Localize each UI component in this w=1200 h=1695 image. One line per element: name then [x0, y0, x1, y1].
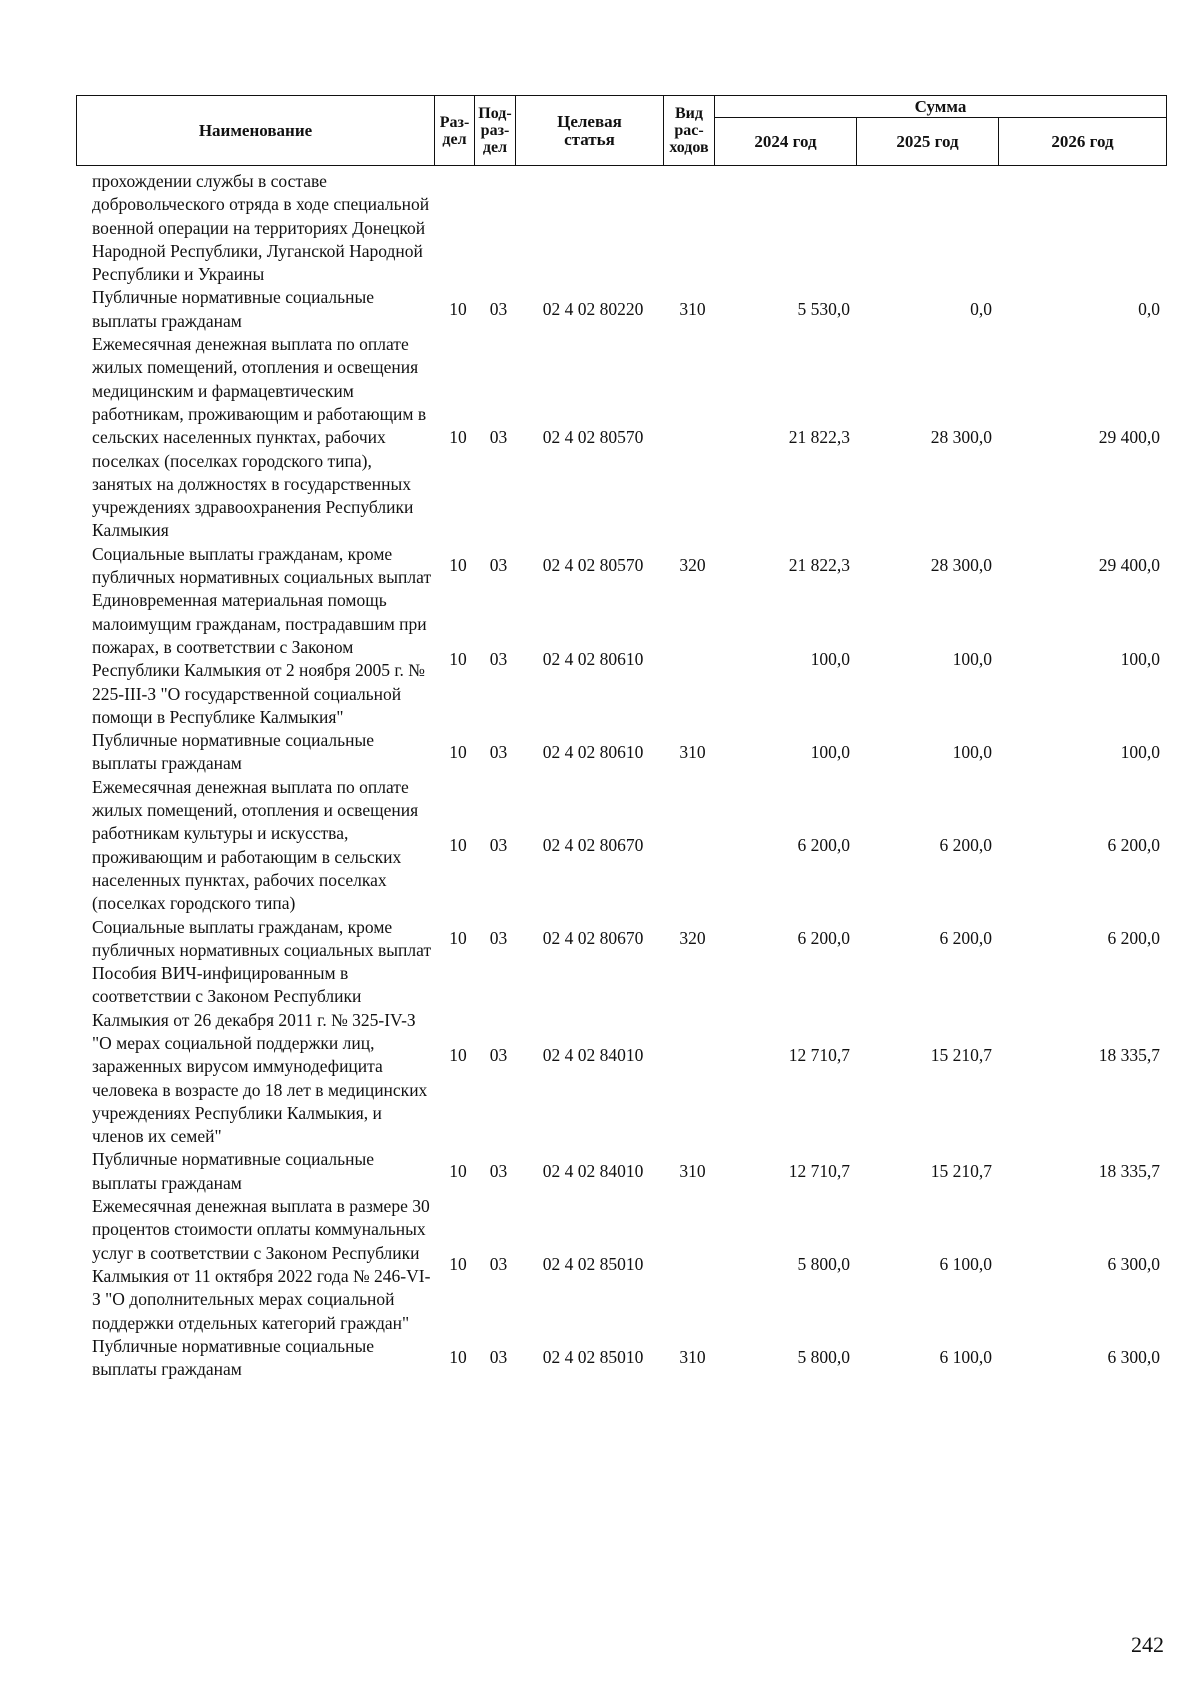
row-statya: 02 4 02 85010	[542, 1347, 644, 1368]
row-sum-2024: 5 800,0	[797, 1254, 850, 1275]
row-vid	[667, 776, 718, 916]
row-sum-2025: 28 300,0	[930, 427, 992, 448]
row-podrazdel	[478, 170, 519, 286]
row-statya: 02 4 02 80610	[542, 648, 644, 669]
row-razdel: 10	[449, 834, 467, 855]
row-razdel	[438, 170, 478, 286]
table-row	[80, 170, 1170, 286]
row-statya: 02 4 02 80570	[542, 555, 644, 576]
row-podrazdel: 03	[489, 427, 508, 448]
row-razdel: 10	[449, 648, 467, 669]
row-sum-2024: 100,0	[810, 741, 850, 762]
row-vid: 310	[679, 1347, 706, 1368]
row-sum-2026: 6 300,0	[1107, 1347, 1160, 1368]
header-statya: Целевая статья	[516, 96, 664, 166]
table-row	[80, 962, 1170, 1148]
row-vid: 310	[679, 1161, 706, 1182]
row-sum-2025: 15 210,7	[930, 1044, 992, 1065]
row-razdel: 10	[449, 741, 467, 762]
row-sum-2026: 29 400,0	[1098, 427, 1160, 448]
row-sum-2024: 5 800,0	[797, 1347, 850, 1368]
table-row	[80, 286, 1170, 333]
header-year-2026: 2026 год	[999, 118, 1167, 166]
row-name: Пособия ВИЧ-инфицированным в соответствии с Законом Республики Калмыкия от 26 декабря 2011 г. № 325-IV-З "О мерах социальной поддержки лиц, зараженных вирусом иммунодефицита человека в возрасте до 18 лет в медицинских учреждениях Республики Калмыкия, и членов их семей"	[92, 963, 428, 1147]
row-podrazdel: 03	[489, 299, 508, 320]
row-sum-2024	[718, 170, 860, 286]
table-row	[80, 589, 1170, 729]
row-statya: 02 4 02 84010	[542, 1044, 644, 1065]
row-podrazdel: 03	[489, 648, 508, 669]
row-sum-2024: 6 200,0	[797, 834, 850, 855]
row-razdel: 10	[449, 555, 467, 576]
row-statya: 02 4 02 80670	[542, 834, 644, 855]
row-razdel: 10	[449, 1347, 467, 1368]
header-year-2025: 2025 год	[857, 118, 999, 166]
row-vid: 320	[679, 555, 706, 576]
header-vid: Вид рас- ходов	[664, 96, 715, 166]
row-vid: 310	[679, 741, 706, 762]
row-vid	[667, 333, 718, 543]
row-vid	[667, 170, 718, 286]
row-sum-2026: 100,0	[1120, 741, 1160, 762]
row-name: Публичные нормативные социальные выплаты гражданам	[92, 287, 374, 331]
table-row	[80, 1335, 1170, 1382]
row-sum-2025: 100,0	[952, 648, 992, 669]
table-row	[80, 729, 1170, 776]
row-name: Социальные выплаты гражданам, кроме публичных нормативных социальных выплат	[92, 543, 432, 588]
row-name: Ежемесячная денежная выплата в размере 30 процентов стоимости оплаты коммунальных услуг в соответствии с Законом Республики Калмыкия от 11 октября 2022 года № 246-VI-З "О дополнительных мерах социальной поддержки отдельных категорий граждан"	[92, 1196, 431, 1333]
row-razdel: 10	[449, 1161, 467, 1182]
row-name: Ежемесячная денежная выплата по оплате жилых помещений, отопления и освещения работникам культуры и искусства, проживающим и работающим в сельских населенных пунктах, рабочих поселках (поселках городского типа)	[92, 776, 419, 914]
row-statya: 02 4 02 85010	[542, 1254, 644, 1275]
row-vid: 320	[679, 928, 706, 949]
row-podrazdel: 03	[489, 555, 508, 576]
row-sum-2026: 100,0	[1120, 648, 1160, 669]
row-sum-2025: 15 210,7	[930, 1161, 992, 1182]
row-sum-2025: 28 300,0	[930, 555, 992, 576]
header-name: Наименование	[77, 96, 435, 166]
row-statya: 02 4 02 80570	[542, 427, 644, 448]
row-sum-2024: 100,0	[810, 648, 850, 669]
row-vid	[667, 589, 718, 729]
header-razdel: Раз- дел	[435, 96, 475, 166]
row-podrazdel: 03	[489, 928, 508, 949]
row-name: Единовременная материальная помощь малоимущим гражданам, пострадавшим при пожарах, в соответствии с Законом Республики Калмыкия от 2 ноября 2005 г. № 225-III-З "О государственной социальной помощи в Республике Калмыкия"	[92, 590, 427, 727]
table-row	[80, 776, 1170, 916]
row-name: Публичные нормативные социальные выплаты гражданам	[92, 1149, 374, 1193]
header-summa: Сумма	[715, 96, 1167, 118]
row-sum-2024: 21 822,3	[788, 555, 850, 576]
header-year-2024: 2024 год	[715, 118, 857, 166]
row-podrazdel: 03	[489, 1161, 508, 1182]
row-name: прохождении службы в составе добровольческого отряда в ходе специальной военной операции на территориях Донецкой Народной Республики, Луганской Народной Республики и Украины	[92, 171, 430, 285]
row-razdel: 10	[449, 427, 467, 448]
row-vid: 310	[679, 299, 706, 320]
row-sum-2026: 6 300,0	[1107, 1254, 1160, 1275]
table-row	[80, 333, 1170, 543]
budget-table	[80, 170, 1170, 1381]
row-statya: 02 4 02 80220	[542, 299, 644, 320]
row-statya: 02 4 02 80670	[542, 928, 644, 949]
row-sum-2025: 100,0	[952, 741, 992, 762]
table-row	[80, 916, 1170, 963]
row-razdel: 10	[449, 1044, 467, 1065]
row-sum-2024: 12 710,7	[788, 1044, 850, 1065]
table-header	[76, 95, 1167, 166]
row-name: Публичные нормативные социальные выплаты гражданам	[92, 1335, 374, 1380]
table-row	[80, 1148, 1170, 1195]
row-razdel: 10	[449, 1254, 467, 1275]
row-sum-2024: 12 710,7	[788, 1161, 850, 1182]
row-sum-2026: 6 200,0	[1107, 834, 1160, 855]
row-statya	[519, 170, 667, 286]
row-sum-2026: 18 335,7	[1098, 1161, 1160, 1182]
row-name: Ежемесячная денежная выплата по оплате жилых помещений, отопления и освещения медицинским и фармацевтическим работникам, проживающим и работающим в сельских населенных пунктах, рабочих поселках (поселках городского типа), занятых на должностях в государственных учреждениях здравоохранения Республики Калмыкия	[92, 334, 427, 541]
row-name: Социальные выплаты гражданам, кроме публичных нормативных социальных выплат	[92, 916, 432, 960]
row-sum-2025: 6 200,0	[939, 928, 992, 949]
row-vid	[667, 962, 718, 1148]
row-sum-2026: 6 200,0	[1107, 928, 1160, 949]
row-podrazdel: 03	[489, 834, 508, 855]
row-sum-2026: 18 335,7	[1098, 1044, 1160, 1065]
row-sum-2025: 6 100,0	[939, 1254, 992, 1275]
row-sum-2025: 0,0	[970, 299, 992, 320]
row-sum-2024: 5 530,0	[797, 299, 850, 320]
row-podrazdel: 03	[489, 1347, 508, 1368]
row-vid	[667, 1195, 718, 1335]
row-razdel: 10	[449, 299, 467, 320]
row-sum-2024: 21 822,3	[788, 427, 850, 448]
row-statya: 02 4 02 80610	[542, 741, 644, 762]
row-sum-2026: 29 400,0	[1098, 555, 1160, 576]
table-row	[80, 1195, 1170, 1335]
row-sum-2024: 6 200,0	[797, 928, 850, 949]
row-razdel: 10	[449, 928, 467, 949]
row-podrazdel: 03	[489, 1254, 508, 1275]
row-sum-2025	[860, 170, 1002, 286]
header-podrazdel: Под- раз- дел	[475, 96, 516, 166]
row-podrazdel: 03	[489, 1044, 508, 1065]
row-sum-2025: 6 200,0	[939, 834, 992, 855]
page-number: 242	[1131, 1632, 1164, 1657]
row-name: Публичные нормативные социальные выплаты гражданам	[92, 730, 374, 774]
table-row	[80, 543, 1170, 590]
row-sum-2026	[1002, 170, 1170, 286]
row-sum-2026: 0,0	[1138, 299, 1160, 320]
row-podrazdel: 03	[489, 741, 508, 762]
row-statya: 02 4 02 84010	[542, 1161, 644, 1182]
row-sum-2025: 6 100,0	[939, 1347, 992, 1368]
